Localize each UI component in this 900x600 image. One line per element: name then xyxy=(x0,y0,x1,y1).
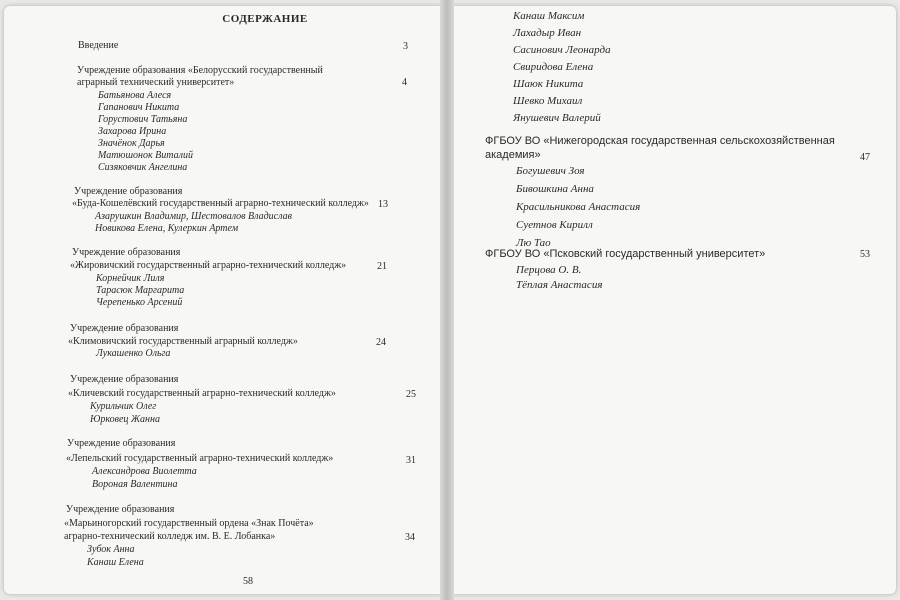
author-name: Красильникова Анастасия xyxy=(516,201,641,213)
section-line: «Лепельский государственный аграрно-технический колледж» xyxy=(66,453,334,464)
section-line: Учреждение образования xyxy=(67,438,176,449)
section-line: Учреждение образования xyxy=(70,374,179,385)
section-line: Учреждение образования «Белорусский государственный xyxy=(77,65,323,76)
author-name: Новикова Елена, Кулеркин Артем xyxy=(95,223,239,234)
author-name: Захарова Ирина xyxy=(98,126,167,137)
section-page: 13 xyxy=(378,199,388,210)
section-page: 4 xyxy=(402,77,407,88)
author-name: Сизяковчик Ангелина xyxy=(98,162,188,173)
section-line: «Кличевский государственный аграрно-технический колледж» xyxy=(68,388,336,399)
author-name: Вороная Валентина xyxy=(92,479,178,490)
author-name: Черепенько Арсений xyxy=(96,297,183,308)
author-name: Зубок Анна xyxy=(87,544,135,555)
intro-page: 3 xyxy=(403,41,408,52)
author-name: Янушевич Валерий xyxy=(513,112,601,124)
author-name: Александрова Виолетта xyxy=(92,466,197,477)
section-line: «Буда-Кошелёвский государственный аграрно-технический колледж» xyxy=(72,198,369,209)
section-line: «Марьиногорский государственный ордена «Знак Почёта» xyxy=(64,518,314,529)
author-name: Свиридова Елена xyxy=(513,61,594,73)
section-line: аграрно-технический колледж им. В. Е. Лобанка» xyxy=(64,531,276,542)
author-name: Лахадыр Иван xyxy=(513,27,582,39)
author-name: Горустович Татьяна xyxy=(98,114,188,125)
author-name: Шаюк Никита xyxy=(513,78,584,90)
section-page: 21 xyxy=(377,261,387,272)
section-page: 34 xyxy=(405,532,415,543)
author-name: Корнейчик Лиля xyxy=(96,273,165,284)
section-line: Учреждение образования xyxy=(72,247,181,258)
author-name: Шевко Михаил xyxy=(513,95,583,107)
section-line: академия» xyxy=(485,149,541,161)
section-page: 31 xyxy=(406,455,416,466)
author-name: Богушевич Зоя xyxy=(516,165,585,177)
section-line: Учреждение образования xyxy=(70,323,179,334)
author-name: Канаш Елена xyxy=(87,557,144,568)
author-name: Канаш Максим xyxy=(513,10,585,22)
section-page: 53 xyxy=(860,249,870,260)
intro-label: Введение xyxy=(78,40,119,51)
section-page: 25 xyxy=(406,389,416,400)
author-name: Бивошкина Анна xyxy=(516,183,594,195)
section-line: ФГБОУ ВО «Нижегородская государственная сельскохозяйственная xyxy=(485,135,835,147)
author-name: Гапанович Никита xyxy=(98,102,180,113)
section-line: «Климовичский государственный аграрный колледж» xyxy=(68,336,298,347)
section-line: ФГБОУ ВО «Псковский государственный университет» xyxy=(485,248,766,260)
section-page: 24 xyxy=(376,337,386,348)
toc-title: СОДЕРЖАНИЕ xyxy=(222,13,308,25)
section-line: аграрный технический университет» xyxy=(77,77,235,88)
section-line: Учреждение образования xyxy=(66,504,175,515)
author-name: Значёнок Дарья xyxy=(98,138,165,149)
author-name: Лукашенко Ольга xyxy=(96,348,171,359)
section-line: Учреждение образования xyxy=(74,186,183,197)
author-name: Батьянова Алеся xyxy=(98,90,172,101)
author-name: Сасинович Леонарда xyxy=(513,44,611,56)
author-name: Суетнов Кирилл xyxy=(516,219,593,231)
left-toc xyxy=(0,0,440,600)
author-name: Лю Тао xyxy=(516,237,551,249)
author-name: Тарасюк Маргарита xyxy=(96,285,185,296)
section-page: 47 xyxy=(860,152,870,163)
author-name: Курильчик Олег xyxy=(90,401,157,412)
right-toc xyxy=(452,0,900,600)
author-name: Перцова О. В. xyxy=(516,264,582,276)
author-name: Тёплая Анастасия xyxy=(516,279,603,291)
author-name: Юрковец Жанна xyxy=(90,414,160,425)
page-number: 58 xyxy=(243,576,253,587)
author-name: Матюшонок Виталий xyxy=(98,150,193,161)
author-name: Азарушкин Владимир, Шестовалов Владислав xyxy=(95,211,292,222)
section-line: «Жировичский государственный аграрно-технический колледж» xyxy=(70,260,347,271)
